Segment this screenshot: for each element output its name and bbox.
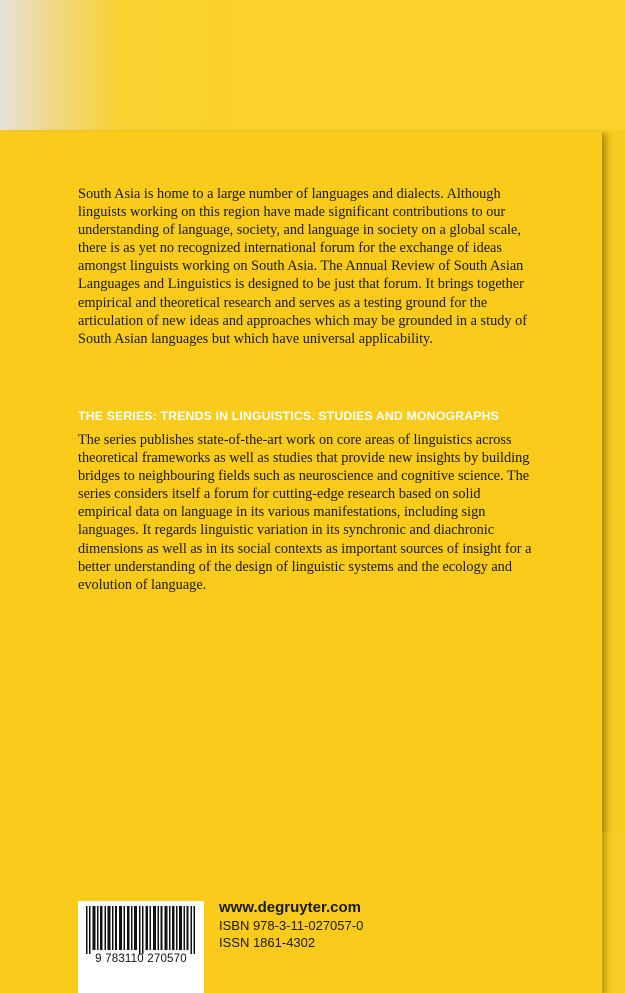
barcode <box>78 901 204 993</box>
series-paragraph: The series publishes state-of-the-art work on core areas of linguistics across theoretical frameworks as well as studies that provide new insights by building bridges to neighbouring fields such as neuroscience and cognitive science. The series considers itself a forum for cutting-edge research based on solid empirical data on language in its various manifestations, including sign languages. It regards linguistic variation in its synchronic and diachronic dimensions as well as in its social contexts as important sources of insight for a better understanding of the design of linguistic systems and the ecology and evolution of language. <box>78 432 532 593</box>
publisher-url[interactable]: www.degruyter.com <box>219 899 361 916</box>
barcode-digits: 9 783110 270570 <box>95 953 187 965</box>
isbn-number: ISBN 978-3-11-027057-0 <box>219 918 364 933</box>
barcode-bars <box>86 906 196 954</box>
series-heading: THE SERIES: TRENDS IN LINGUISTICS. STUDIES AND MONOGRAPHS <box>78 409 500 423</box>
publisher-info <box>219 898 363 951</box>
intro-paragraph: South Asia is home to a large number of languages and dialects. Although linguists working on this region have made significant contributions to our understanding of language, society, and language in society on a global scale, there is as yet no recognized international forum for the exchange of ideas amongst linguists working on South Asia. The Annual Review of South Asian Languages and Linguistics is designed to be just that forum. It brings together empirical and theoretical research and serves as a testing ground for the articulation of new ideas and approaches which may be grounded in a study of South Asian languages but which have universal applicability. <box>78 186 528 347</box>
issn-number: ISSN 1861-4302 <box>219 935 316 950</box>
page-edge-shadow <box>602 132 625 832</box>
